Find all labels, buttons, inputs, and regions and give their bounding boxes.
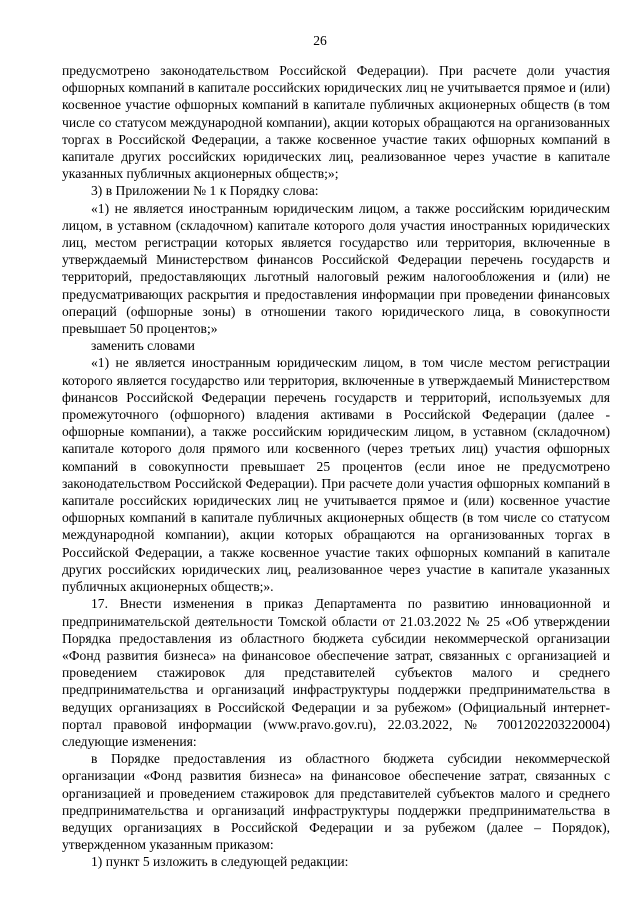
document-body — [62, 62, 610, 871]
paragraph-new-wording: «1) не является иностранным юридическим лицом, в том числе местом регистрации которого является государство или территория, включенные в утверждаемый Министерством финансов Российской Федерации перечень государств и территорий, используемых для промежуточного (офшорного) владения активами в Российской Федерации (далее - офшорные компании), а также российским юридическим лицом, в уставном (складочном) капитале которого доля прямого или косвенного (через третьих лиц) участия офшорных компаний в совокупности превышает 25 процентов (если иное не предусмотрено законодательством Российской Федерации). При расчете доли участия офшорных компаний в капитале российских юридических лиц не учитывается прямое и (или) косвенное участие офшорных компаний в капитале публичных акционерных обществ (в том числе со статусом международной компании), акции которых обращаются на организованных торгах в Российской Федерации, а также косвенное участие таких офшорных компаний в капитале других российских юридических лиц, реализованное через участие в капитале указанных публичных акционерных обществ;». — [62, 355, 610, 595]
paragraph-point-5: 1) пункт 5 изложить в следующей редакции: — [91, 854, 349, 870]
paragraph-old-wording: «1) не является иностранным юридическим лицом, а также российским юридическим лицом, в уставном (складочном) капитале которого доля участия иностранных юридических лиц, местом регистрации которых является государство или территория, включенные в утверждаемый Министерством финансов Российской Федерации перечень государств и территорий, предоставляющих льготный налоговый режим налогообложения и (или) не предусматривающих раскрытия и предоставления информации при проведении финансовых операций (офшорные зоны) в отношении такого юридического лица, в совокупности превышает 50 процентов;» — [62, 200, 610, 337]
paragraph-item-17: 17. Внести изменения в приказ Департамента по развитию инновационной и предпринимательской деятельности Томской области от 21.03.2022 № 25 «Об утверждении Порядка предоставления из областного бюджета субсидии некоммерческой организации «Фонд развития бизнеса» на финансовое обеспечение затрат, связанных с организацией и проведением стажировок для представителей субъектов малого и среднего предпринимательства и организаций инфраструктуры поддержки предпринимательства в ведущих организациях в Российской Федерации и за рубежом» (Официальный интернет-портал правовой информации (www.pravo.gov.ru), 22.03.2022, № 7001202203220004) следующие изменения: — [62, 596, 610, 749]
paragraph-continuation: предусмотрено законодательством Российской Федерации). При расчете доли участия офшорных компаний в капитале российских юридических лиц не учитывается прямое и (или) косвенное участие офшорных компаний в капитале публичных акционерных обществ (в том числе со статусом международной компании), акции которых обращаются на организованных торгах в Российской Федерации, а также косвенное участие таких офшорных компаний в капитале других российских юридических лиц, реализованное через участие в капитале указанных публичных акционерных обществ;»; — [62, 63, 610, 182]
paragraph-replace-with: заменить словами — [91, 338, 195, 354]
paragraph-item-3: 3) в Приложении № 1 к Порядку слова: — [91, 183, 319, 199]
page-number: 26 — [313, 33, 327, 48]
paragraph-order-amendment: в Порядке предоставления из областного бюджета субсидии некоммерческой организации «Фонд развития бизнеса» на финансовое обеспечение затрат, связанных с организацией и проведением стажировок для представителей субъектов малого и среднего предпринимательства и организаций инфраструктуры поддержки предпринимательства в ведущих организациях в Российской Федерации и за рубежом (далее – Порядок), утвержденном указанным приказом: — [62, 751, 610, 853]
